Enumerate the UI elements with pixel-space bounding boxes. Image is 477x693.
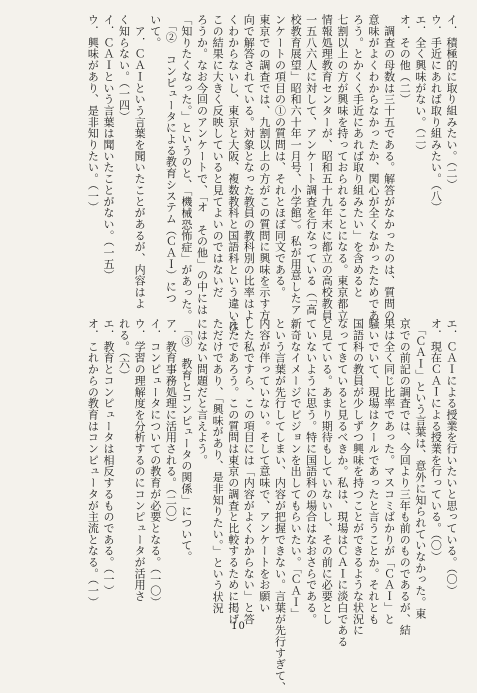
text-line: 果は全く同じ比率であった。マスコミばかりが「ＣＡＩ」と [382, 318, 396, 625]
text-line: 調査の母数は三十五である。解答がなかったのは、質問の [382, 14, 396, 321]
text-line: 「知りたくなった。」というのと、「機械恐怖症」があった。 [179, 14, 193, 321]
text-line: 国語科の教員が少しずつ興味を持つことができるような状況に [351, 318, 365, 636]
text-line: 向で解答されている。対象となった教員の教科別の比率はよ [242, 14, 256, 321]
text-line: エ．全く興味がない。（二） [413, 14, 427, 157]
text-line: ただけであり、「興味があり、是非知りたい。」という状況 [211, 318, 225, 614]
text-line: オ．現在ＣＡＩによる授業を行っている。（〇） [429, 318, 443, 563]
text-line: にはない問題だと言えよう。 [195, 318, 209, 466]
text-line: 一五八六人に対して、アンケート調査を行なっている（「高 [304, 14, 318, 315]
text-line: ろう。とかくく手近にあれば取り組みたい」を含めると [351, 14, 365, 298]
page-number: 10 [231, 621, 246, 632]
text-line: エ．教育とコンピュータは相反するものである。（一） [101, 318, 115, 597]
text-line: 内容が伴っていない。そして意味で、アンケートをお願い [257, 318, 271, 614]
text-line: 新奇なイメージでビジョンを出してもらいたい。「ＣＡＩ」 [289, 318, 303, 619]
text-line: イ．コンピュータについての教育が必要となる。（一〇） [148, 318, 162, 608]
text-line: 七割以上の方が興味を持っておられることになる。東京都立 [335, 14, 349, 321]
text-line: した私ですら、この項目には「内容がよくわからない」と答 [242, 318, 256, 625]
text-line: ア．ＣＡＩという言葉を聞いたことがあるが、内容はよ [133, 14, 147, 310]
text-line: 東京での調査では、九割以上の方がこの質問に興味を示す方 [257, 14, 271, 321]
text-line: ンケートの項目の①の質問は、それとほぼ同文である。 [273, 14, 287, 298]
text-line: く知らない。（一四） [117, 14, 131, 122]
text-line: オ．その他（二） [398, 14, 412, 105]
text-line: 「② コンピュータによる教育システム（ＣＡＩ）につ [164, 14, 178, 304]
text-line: ウ．興味があり、是非知りたい。（一） [86, 14, 100, 213]
text-line: 騒いでいて、現場はクールであったと言うことか。それとも [367, 318, 381, 625]
text-line: ていないように思う。特に国語科の場合はなおさらである。 [304, 318, 318, 625]
text-line: 「ＣＡＩ」という言葉は、意外に知られていなかった。東 [413, 318, 427, 619]
text-line: という言葉が先行してしまい、内容が把握できない。言葉が先行すぎて、 [273, 318, 287, 693]
text-line: くわからないし、東京と大阪、複数教科と国語科という違いは、 [226, 14, 240, 344]
text-line: 情報処理教育センターが、昭和五十九年末に都立の高校教員 [320, 14, 334, 321]
text-line: ア．教育事務処理に活用される。（二〇） [164, 318, 178, 529]
text-line: なってきていると見るべきか。私は、現場はＣＡＩに淡白である [335, 318, 349, 648]
text-line: この結果に大きく反映していると見てよいのではないだ [211, 14, 225, 298]
text-line: 意味がよくわからなかったか、関心が全くなかったためであ [367, 14, 381, 321]
text-line: 校教育展望」昭和六十年一月号、小学館）。私が用意したア [289, 14, 303, 315]
text-line: 「③ 教育とコンピュータの関係」について。 [179, 318, 193, 563]
text-line: イ．積極的に取り組みたい。（二） [445, 14, 458, 191]
text-line: エ．ＣＡＩによる授業を行いたいと思っている。（〇） [445, 318, 458, 597]
text-line: れる。（六） [117, 318, 131, 381]
text-line: イ．ＣＡＩという言葉は聞いたことがない。（一五） [101, 14, 115, 281]
text-line: オ．これからの教育はコンピュータが主流となる。（一） [86, 318, 100, 608]
text-line: ウ．手近にあれば取り組みたい。（八） [429, 14, 443, 213]
text-line: ろうか。なお今回のアンケートで、「オ その他」の中には [195, 14, 209, 315]
text-line: えたであろう。この質問は東京の調査と比較するために掲げ [226, 318, 240, 625]
text-line: と見ている。あまり期待もしていないし、その前に必要とし [320, 318, 334, 625]
top-text-column [85, 14, 459, 344]
text-line: いて。 [148, 14, 162, 49]
text-line: ウ．学習の理解度を分析するのにコンピュータが活用さ [133, 318, 147, 602]
text-line: 京での前記の調査では、今回より三年も前のものであるが、結 [398, 318, 412, 636]
